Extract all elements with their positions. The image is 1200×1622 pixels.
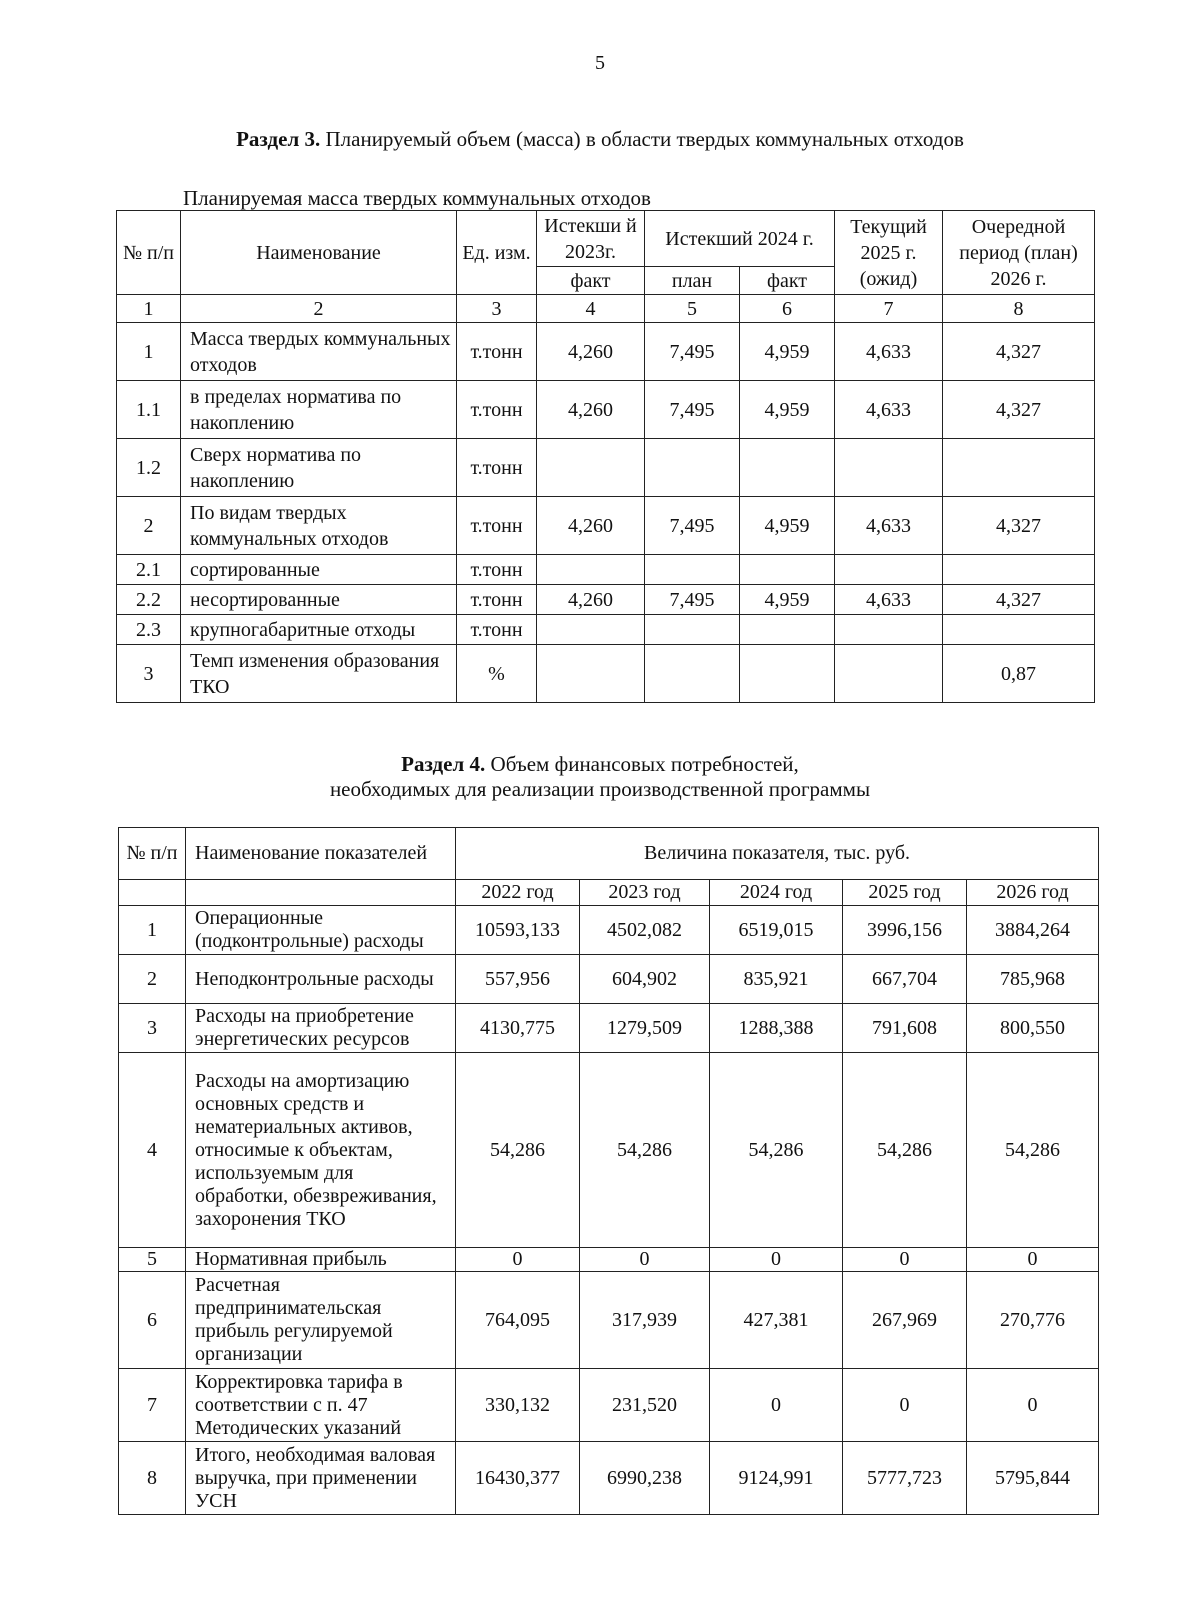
col-number: 4	[537, 295, 645, 323]
row-value: 427,381	[710, 1272, 843, 1369]
row-value: 764,095	[456, 1272, 580, 1369]
header-unit: Ед. изм.	[457, 211, 537, 295]
row-number: 3	[117, 645, 181, 703]
row-value: 4,260	[537, 323, 645, 381]
table-row	[119, 955, 1099, 1004]
row-unit: %	[457, 645, 537, 703]
header-name: Наименование	[181, 211, 457, 295]
row-value: 0	[843, 1369, 967, 1442]
row-value: 1279,509	[580, 1004, 710, 1053]
row-value: 4,260	[537, 381, 645, 439]
row-value: 4,327	[943, 381, 1095, 439]
row-number: 5	[119, 1248, 186, 1272]
row-value: 785,968	[967, 955, 1099, 1004]
row-value: 4,327	[943, 585, 1095, 615]
col-number: 5	[645, 295, 740, 323]
row-value	[645, 439, 740, 497]
row-value: 54,286	[843, 1053, 967, 1248]
row-value: 0	[710, 1369, 843, 1442]
header-2026: Очередной период (план) 2026 г.	[943, 211, 1095, 295]
column-number-row	[117, 295, 1095, 323]
row-name: Неподконтрольные расходы	[186, 955, 456, 1004]
col-number: 3	[457, 295, 537, 323]
row-value	[943, 555, 1095, 585]
table-row	[117, 585, 1095, 615]
row-value	[645, 555, 740, 585]
section3-title-rest: Планируемый объем (масса) в области твердых коммунальных отходов	[320, 127, 964, 151]
header-fact-2023: факт	[537, 267, 645, 295]
row-value	[740, 439, 835, 497]
row-number: 8	[119, 1442, 186, 1515]
row-number: 4	[119, 1053, 186, 1248]
row-value: 0	[580, 1248, 710, 1272]
row-value	[537, 645, 645, 703]
row-value	[537, 439, 645, 497]
empty-cell	[119, 880, 186, 906]
header-value: Величина показателя, тыс. руб.	[456, 828, 1099, 880]
table-row	[119, 1272, 1099, 1369]
row-value	[835, 615, 943, 645]
row-value: 317,939	[580, 1272, 710, 1369]
row-value: 791,608	[843, 1004, 967, 1053]
row-value	[835, 555, 943, 585]
header-year: 2025 год	[843, 880, 967, 906]
row-value: 5795,844	[967, 1442, 1099, 1515]
header-num: № п/п	[119, 828, 186, 880]
header-num: № п/п	[117, 211, 181, 295]
page-number: 5	[595, 52, 605, 74]
row-unit: т.тонн	[457, 555, 537, 585]
row-name: Расходы на амортизацию основных средств и нематериальных активов, относимые к объектам, используемым для обработки, обезвреживания, захоронения ТКО	[186, 1053, 456, 1248]
header-name: Наименование показателей	[186, 828, 456, 880]
row-value: 7,495	[645, 585, 740, 615]
row-value: 4,959	[740, 323, 835, 381]
col-number: 2	[181, 295, 457, 323]
table-row	[117, 439, 1095, 497]
row-value: 4,633	[835, 497, 943, 555]
col-number: 1	[117, 295, 181, 323]
row-value	[740, 645, 835, 703]
table-row	[119, 906, 1099, 955]
row-value: 4,959	[740, 585, 835, 615]
row-value: 4502,082	[580, 906, 710, 955]
section3-title-bold: Раздел 3.	[236, 127, 321, 151]
row-name: Расходы на приобретение энергетических ресурсов	[186, 1004, 456, 1053]
row-name: крупногабаритные отходы	[181, 615, 457, 645]
row-value: 5777,723	[843, 1442, 967, 1515]
section4-title-bold: Раздел 4.	[401, 752, 486, 776]
row-value	[645, 645, 740, 703]
row-value: 4,633	[835, 381, 943, 439]
section3-title	[0, 127, 1200, 152]
header-fact-2024: факт	[740, 267, 835, 295]
row-value	[645, 615, 740, 645]
row-value: 54,286	[967, 1053, 1099, 1248]
row-unit: т.тонн	[457, 439, 537, 497]
row-value: 9124,991	[710, 1442, 843, 1515]
row-value	[537, 615, 645, 645]
row-value: 4,633	[835, 323, 943, 381]
row-value: 835,921	[710, 955, 843, 1004]
header-plan-2024: план	[645, 267, 740, 295]
table-row	[119, 1369, 1099, 1442]
row-value: 4130,775	[456, 1004, 580, 1053]
table-row	[117, 555, 1095, 585]
row-value: 267,969	[843, 1272, 967, 1369]
row-value: 16430,377	[456, 1442, 580, 1515]
empty-cell	[186, 880, 456, 906]
row-number: 2	[117, 497, 181, 555]
col-number: 7	[835, 295, 943, 323]
row-name: По видам твердых коммунальных отходов	[181, 497, 457, 555]
section4-table	[118, 827, 1099, 1515]
table-row	[119, 1004, 1099, 1053]
row-unit: т.тонн	[457, 381, 537, 439]
col-number: 6	[740, 295, 835, 323]
row-value: 4,260	[537, 585, 645, 615]
table-row	[117, 497, 1095, 555]
row-number: 1.1	[117, 381, 181, 439]
row-name: Сверх норматива по накоплению	[181, 439, 457, 497]
row-number: 3	[119, 1004, 186, 1053]
row-number: 6	[119, 1272, 186, 1369]
row-value: 6519,015	[710, 906, 843, 955]
row-value	[835, 439, 943, 497]
row-number: 1.2	[117, 439, 181, 497]
row-value: 4,959	[740, 381, 835, 439]
table-row	[117, 645, 1095, 703]
row-name: Масса твердых коммунальных отходов	[181, 323, 457, 381]
row-name: Итого, необходимая валовая выручка, при применении УСН	[186, 1442, 456, 1515]
row-unit: т.тонн	[457, 497, 537, 555]
row-value	[835, 645, 943, 703]
row-name: Операционные (подконтрольные) расходы	[186, 906, 456, 955]
row-value: 800,550	[967, 1004, 1099, 1053]
row-value: 330,132	[456, 1369, 580, 1442]
row-value: 54,286	[580, 1053, 710, 1248]
header-year: 2023 год	[580, 880, 710, 906]
row-name: Нормативная прибыль	[186, 1248, 456, 1272]
header-2025: Текущий 2025 г. (ожид)	[835, 211, 943, 295]
row-value: 231,520	[580, 1369, 710, 1442]
row-value: 0	[967, 1369, 1099, 1442]
table-row	[117, 381, 1095, 439]
header-year: 2024 год	[710, 880, 843, 906]
table-row	[119, 1053, 1099, 1248]
row-value: 270,776	[967, 1272, 1099, 1369]
row-value	[943, 439, 1095, 497]
row-value: 1288,388	[710, 1004, 843, 1053]
row-value: 0	[967, 1248, 1099, 1272]
row-number: 2	[119, 955, 186, 1004]
row-value: 0	[456, 1248, 580, 1272]
table-row	[119, 1248, 1099, 1272]
row-value: 0	[710, 1248, 843, 1272]
row-name: Расчетная предпринимательская прибыль регулируемой организации	[186, 1272, 456, 1369]
row-value: 4,633	[835, 585, 943, 615]
row-value	[740, 555, 835, 585]
row-value	[740, 615, 835, 645]
col-number: 8	[943, 295, 1095, 323]
row-value: 7,495	[645, 497, 740, 555]
row-name: в пределах норматива по накоплению	[181, 381, 457, 439]
row-name: сортированные	[181, 555, 457, 585]
row-name: Темп изменения образования ТКО	[181, 645, 457, 703]
row-value: 54,286	[456, 1053, 580, 1248]
row-unit: т.тонн	[457, 615, 537, 645]
section4-title-rest: Объем финансовых потребностей,	[485, 752, 799, 776]
row-value: 557,956	[456, 955, 580, 1004]
row-number: 1	[117, 323, 181, 381]
row-number: 1	[119, 906, 186, 955]
section3-table	[116, 210, 1095, 703]
header-2024: Истекший 2024 г.	[645, 211, 835, 267]
row-name: Корректировка тарифа в соответствии с п. 47 Методических указаний	[186, 1369, 456, 1442]
row-value: 7,495	[645, 323, 740, 381]
row-number: 2.1	[117, 555, 181, 585]
row-value: 3996,156	[843, 906, 967, 955]
row-number: 2.2	[117, 585, 181, 615]
section4-title	[0, 752, 1200, 802]
row-value	[943, 615, 1095, 645]
row-value	[537, 555, 645, 585]
row-number: 2.3	[117, 615, 181, 645]
row-value: 3884,264	[967, 906, 1099, 955]
header-year: 2022 год	[456, 880, 580, 906]
row-value: 0,87	[943, 645, 1095, 703]
row-unit: т.тонн	[457, 323, 537, 381]
row-value: 667,704	[843, 955, 967, 1004]
row-value: 0	[843, 1248, 967, 1272]
header-year: 2026 год	[967, 880, 1099, 906]
row-value: 604,902	[580, 955, 710, 1004]
row-name: несортированные	[181, 585, 457, 615]
section3-table-caption: Планируемая масса твердых коммунальных отходов	[183, 186, 651, 210]
row-value: 54,286	[710, 1053, 843, 1248]
table-row	[119, 1442, 1099, 1515]
section4-title-line2: необходимых для реализации производственной программы	[329, 777, 871, 801]
row-value: 6990,238	[580, 1442, 710, 1515]
row-number: 7	[119, 1369, 186, 1442]
row-value: 4,327	[943, 323, 1095, 381]
row-value: 4,260	[537, 497, 645, 555]
row-value: 7,495	[645, 381, 740, 439]
table-row	[117, 615, 1095, 645]
header-2023: Истекши й 2023г.	[537, 211, 645, 267]
table-row	[117, 323, 1095, 381]
row-unit: т.тонн	[457, 585, 537, 615]
row-value: 4,327	[943, 497, 1095, 555]
row-value: 10593,133	[456, 906, 580, 955]
row-value: 4,959	[740, 497, 835, 555]
